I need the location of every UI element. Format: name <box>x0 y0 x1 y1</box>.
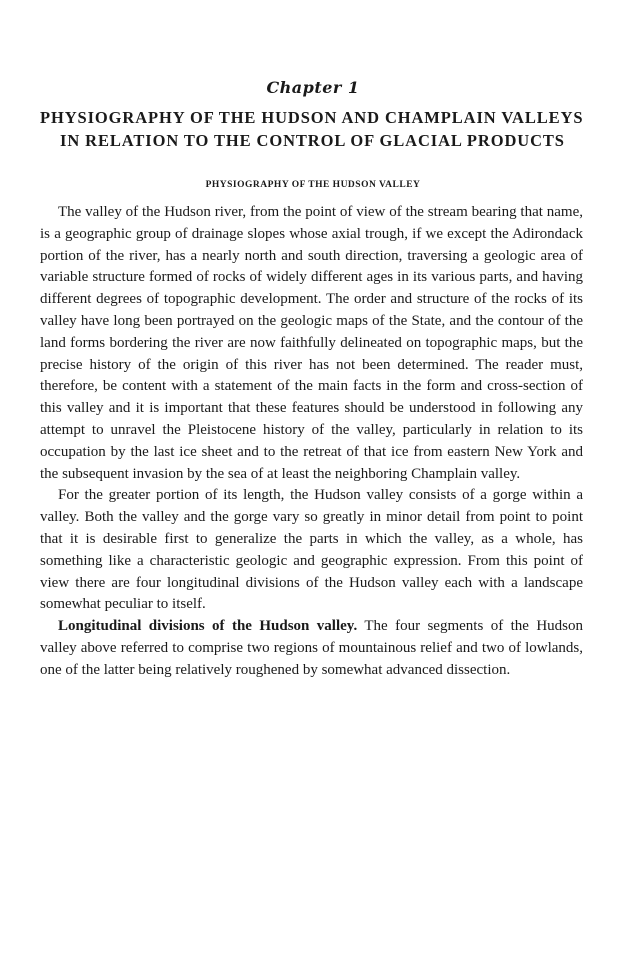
section-heading: Longitudinal divisions of the Hudson valley. <box>58 618 358 635</box>
chapter-title: PHYSIOGRAPHY OF THE HUDSON AND CHAMPLAIN VALLEYS IN RELATION TO THE CONTROL OF GLACIAL PRODUCTS <box>40 108 584 150</box>
paragraph-1: The valley of the Hudson river, from the point of view of the stream bearing that name, is a geographic group of drainage slopes whose axial trough, if we except the Adirondack portion of the river, has a nearly north and south direction, traversing a geologic area of variable structure formed of rocks of widely different ages in its various parts, and having different degrees of topographic development. The order and structure of the rocks of its valley have long been portrayed on the geologic maps of the State, and the contour of the land forms bordering the river are now faithfully delineated on topographic maps, but the precise history of the origin of this river has not been determined. The reader must, therefore, be content with a statement of the main facts in the form and cross-section of this valley and it is important that these features should be understood in following any attempt to unravel the Pleistocene history of the valley, particularly in relation to its occupation by the last ice sheet and to the retreat of that ice from eastern New York and the subsequent invasion by the sea of at least the neighboring Champlain valley. <box>40 204 583 482</box>
paragraph-2: For the greater portion of its length, the Hudson valley consists of a gorge within a valley. Both the valley and the gorge vary so greatly in minor detail from point to point that it is desirable first to generalize the parts in which the valley, as a whole, has something like a characteristic geologic and geographic expression. From this point of view there are four longitudinal divisions of the Hudson valley each with a landscape somewhat peculiar to itself. <box>40 487 583 613</box>
chapter-label: Chapter 1 <box>266 78 360 97</box>
section-subtitle: PHYSIOGRAPHY OF THE HUDSON VALLEY <box>205 180 421 190</box>
paragraph-3 <box>40 616 583 681</box>
body-text <box>40 202 583 682</box>
section-text: The four segments of the Hudson valley above referred to comprise two regions of mountainous relief and two of lowlands, one of the latter being relatively roughened by somewhat advanced dissection. <box>40 618 583 678</box>
